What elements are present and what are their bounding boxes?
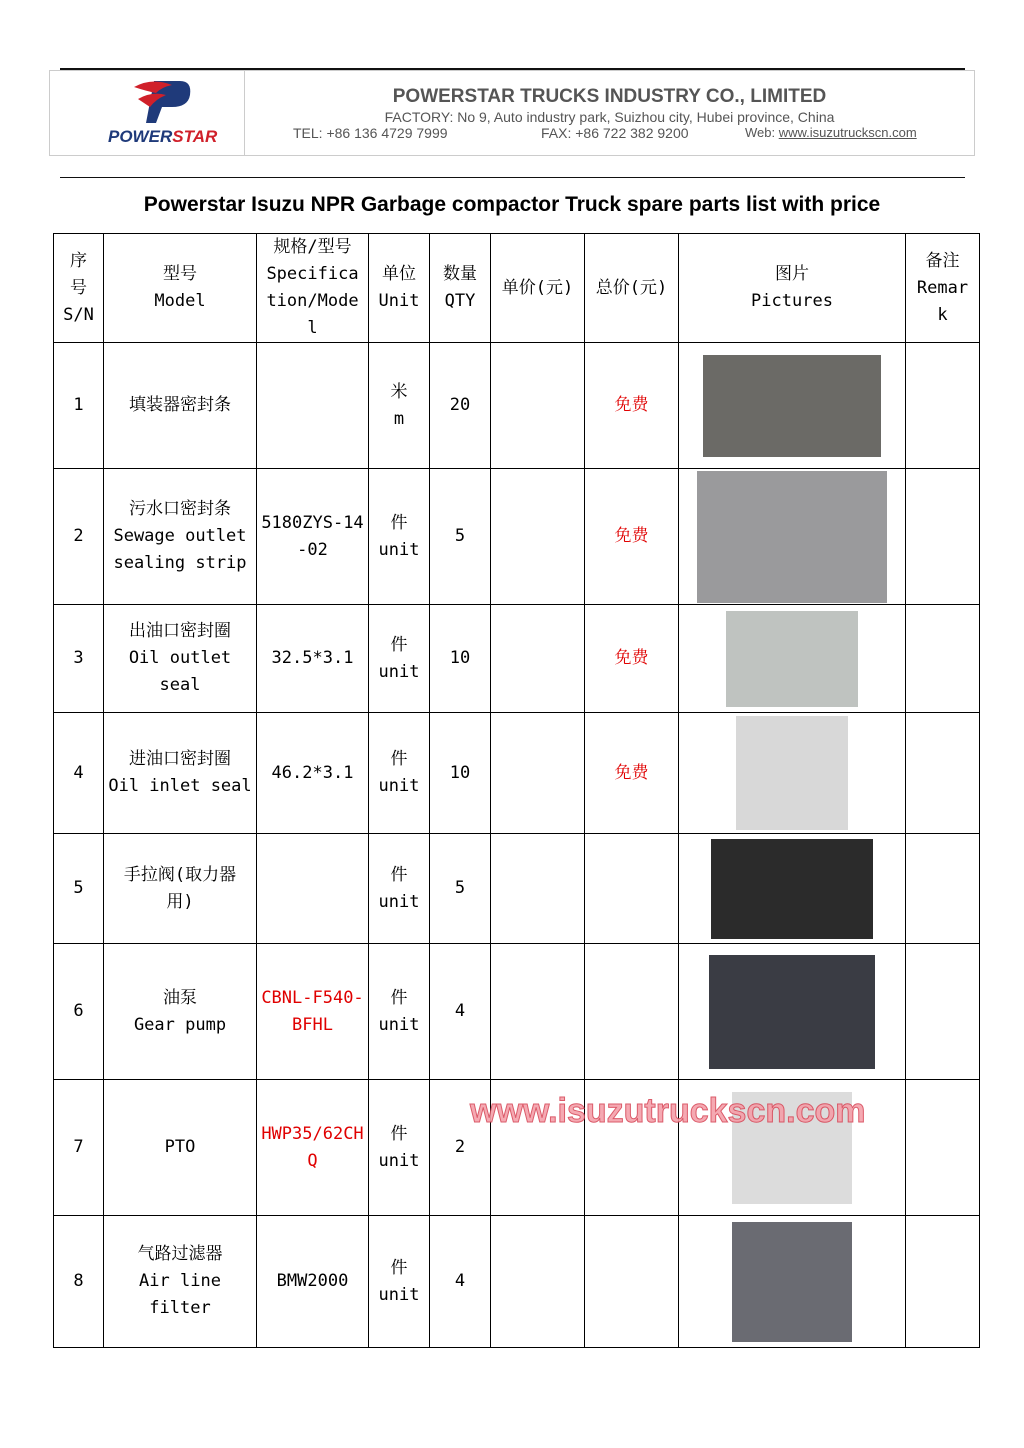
- qty-cell: 2: [430, 1080, 491, 1216]
- page-title: Powerstar Isuzu NPR Garbage compactor Truck spare parts list with price: [143, 193, 881, 216]
- web-label: Web:: [745, 125, 779, 140]
- gear-pump-photo: [709, 955, 875, 1069]
- picture-cell: [679, 343, 906, 469]
- remark-cell: [906, 343, 980, 469]
- header-row: [54, 234, 980, 343]
- total-price-cell: [585, 1216, 679, 1348]
- fax: FAX: +86 722 382 9200: [541, 125, 689, 141]
- company-name: POWERSTAR TRUCKS INDUSTRY CO., LIMITED: [392, 86, 827, 107]
- unit-cell: 件 unit: [369, 1216, 430, 1348]
- sn-cell: 2: [54, 469, 104, 605]
- unit-cell: 件 unit: [369, 944, 430, 1080]
- unit-cell: 件 unit: [369, 713, 430, 834]
- total-price-cell: 免费: [585, 343, 679, 469]
- col-pictures: 图片 Pictures: [679, 234, 906, 343]
- col-unit: 单位 Unit: [369, 234, 430, 343]
- table-row: [54, 944, 980, 1080]
- sealing-strip-coils-photo: [703, 355, 881, 457]
- model-cell: 进油口密封圈 Oil inlet seal: [104, 713, 257, 834]
- picture-cell: [679, 944, 906, 1080]
- total-price-cell: [585, 834, 679, 944]
- remark-cell: [906, 1080, 980, 1216]
- powerstar-logo: [50, 71, 245, 155]
- remark-cell: [906, 1216, 980, 1348]
- model-cell: 出油口密封圈 Oil outlet seal: [104, 605, 257, 713]
- remark-cell: [906, 834, 980, 944]
- qty-cell: 4: [430, 1216, 491, 1348]
- o-ring-photo: [736, 716, 848, 830]
- table-row: [54, 713, 980, 834]
- spec-cell: BMW2000: [257, 1216, 369, 1348]
- unit-price-cell: [491, 343, 585, 469]
- model-cell: 污水口密封条 Sewage outlet sealing strip: [104, 469, 257, 605]
- picture-cell: [679, 834, 906, 944]
- unit-price-cell: [491, 1216, 585, 1348]
- spec-cell: 46.2*3.1: [257, 713, 369, 834]
- picture-cell: [679, 605, 906, 713]
- qty-cell: 5: [430, 469, 491, 605]
- total-price-cell: [585, 944, 679, 1080]
- unit-price-cell: [491, 944, 585, 1080]
- unit-cell: 米 m: [369, 343, 430, 469]
- eagle-logo-icon: [132, 77, 192, 127]
- picture-cell: [679, 469, 906, 605]
- spec-cell: HWP35/62CHQ: [257, 1080, 369, 1216]
- spec-cell: 5180ZYS-14-02: [257, 469, 369, 605]
- table-row: [54, 1216, 980, 1348]
- picture-cell: [679, 713, 906, 834]
- spec-cell: CBNL-F540-BFHL: [257, 944, 369, 1080]
- qty-cell: 5: [430, 834, 491, 944]
- sn-cell: 4: [54, 713, 104, 834]
- hand-valve-photo: [711, 839, 873, 939]
- unit-cell: 件 unit: [369, 605, 430, 713]
- sn-cell: 8: [54, 1216, 104, 1348]
- divider: [60, 177, 965, 178]
- model-cell: 气路过滤器 Air line filter: [104, 1216, 257, 1348]
- logo-wordmark: POWERSTAR: [108, 127, 218, 146]
- unit-price-cell: [491, 834, 585, 944]
- table-row: [54, 834, 980, 944]
- remark-cell: [906, 944, 980, 1080]
- spec-cell: [257, 834, 369, 944]
- qty-cell: 20: [430, 343, 491, 469]
- qty-cell: 10: [430, 605, 491, 713]
- parts-table: [53, 233, 980, 1348]
- letterhead: [49, 70, 975, 156]
- model-cell: 填装器密封条: [104, 343, 257, 469]
- unit-price-cell: [491, 713, 585, 834]
- unit-cell: 件 unit: [369, 469, 430, 605]
- factory-address: FACTORY: No 9, Auto industry park, Suizhou city, Hubei province, China: [384, 109, 835, 125]
- spec-cell: [257, 343, 369, 469]
- picture-cell: [679, 1216, 906, 1348]
- qty-cell: 10: [430, 713, 491, 834]
- spec-cell: 32.5*3.1: [257, 605, 369, 713]
- model-cell: 手拉阀(取力器 用): [104, 834, 257, 944]
- rubber-gasket-photo: [697, 471, 887, 603]
- unit-price-cell: [491, 469, 585, 605]
- remark-cell: [906, 469, 980, 605]
- total-price-cell: 免费: [585, 605, 679, 713]
- total-price-cell: 免费: [585, 469, 679, 605]
- sn-cell: 7: [54, 1080, 104, 1216]
- col-model: 型号 Model: [104, 234, 257, 343]
- remark-cell: [906, 605, 980, 713]
- qty-cell: 4: [430, 944, 491, 1080]
- sn-cell: 6: [54, 944, 104, 1080]
- col-remark: 备注 Remar k: [906, 234, 980, 343]
- tel: TEL: +86 136 4729 7999: [293, 125, 448, 141]
- table-row: [54, 605, 980, 713]
- unit-cell: 件 unit: [369, 834, 430, 944]
- unit-cell: 件 unit: [369, 1080, 430, 1216]
- remark-cell: [906, 713, 980, 834]
- col-total: 总价(元): [585, 234, 679, 343]
- unit-price-cell: [491, 605, 585, 713]
- sn-cell: 3: [54, 605, 104, 713]
- model-cell: PTO: [104, 1080, 257, 1216]
- col-qty: 数量 QTY: [430, 234, 491, 343]
- watermark-url: www.isuzutruckscn.com: [470, 1092, 866, 1130]
- website-link[interactable]: www.isuzutruckscn.com: [778, 125, 917, 140]
- table-row: [54, 343, 980, 469]
- o-rings-photo: [726, 611, 858, 707]
- sn-cell: 1: [54, 343, 104, 469]
- col-unit-price: 单价(元): [491, 234, 585, 343]
- sn-cell: 5: [54, 834, 104, 944]
- total-price-cell: 免费: [585, 713, 679, 834]
- air-filter-photo: [732, 1222, 852, 1342]
- col-spec: 规格/型号 Specifica tion/Mode l: [257, 234, 369, 343]
- model-cell: 油泵 Gear pump: [104, 944, 257, 1080]
- table-row: [54, 469, 980, 605]
- col-sn: 序 号 S/N: [54, 234, 104, 343]
